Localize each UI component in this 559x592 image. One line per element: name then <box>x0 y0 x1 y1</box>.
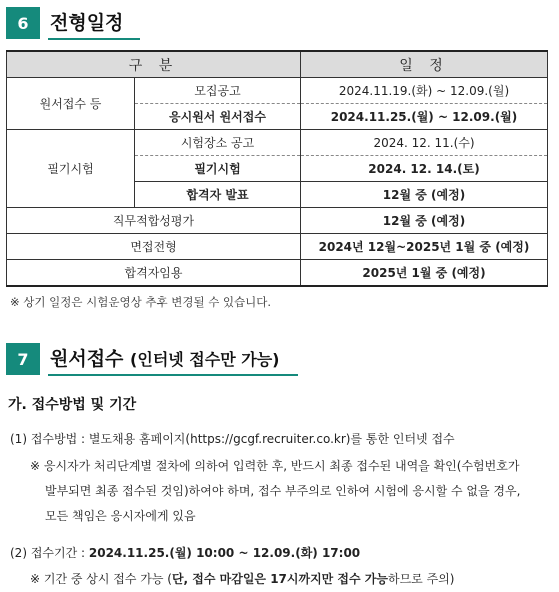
row-item: 합격자 발표 <box>135 182 301 208</box>
header-category: 구 분 <box>7 51 301 78</box>
subsection-heading: 가. 접수방법 및 기간 <box>8 397 137 413</box>
section-6-header <box>6 6 123 40</box>
table-row <box>7 78 548 104</box>
section-number-badge: 6 <box>6 7 40 39</box>
period-note-prefix: ※ 기간 중 상시 접수 가능 ( <box>30 572 172 586</box>
row-date: 2024. 12. 11.(수) <box>301 130 548 156</box>
table-row <box>7 260 548 287</box>
row-item: 필기시험 <box>135 156 301 182</box>
period-note-line <box>30 570 454 587</box>
section-title-subtitle: (인터넷 접수만 가능) <box>130 349 280 369</box>
section-title <box>50 343 279 376</box>
row-item: 모집공고 <box>135 78 301 104</box>
table-header-row <box>7 51 548 78</box>
row-date: 2024년 12월~2025년 1월 중 (예정) <box>301 234 548 260</box>
row-item: 응시원서 원서접수 <box>135 104 301 130</box>
row-item: 합격자임용 <box>7 260 301 287</box>
period-value: 2024.11.25.(월) 10:00 ~ 12.09.(화) 17:00 <box>88 546 361 560</box>
schedule-note: ※ 상기 일정은 시험운영상 추후 변경될 수 있습니다. <box>10 295 272 309</box>
period-note-suffix: 하므로 주의) <box>387 572 455 586</box>
row-date: 12월 중 (예정) <box>301 182 548 208</box>
row-item: 면접전형 <box>7 234 301 260</box>
section-title-main: 원서접수 <box>50 347 124 370</box>
table-row <box>7 234 548 260</box>
row-item: 직무적합성평가 <box>7 208 301 234</box>
method-note-line: ※ 응시자가 처리단계별 절차에 의하여 입력한 후, 반드시 최종 접수된 내역을 확인(수험번호가 <box>30 459 520 473</box>
group-label-written: 필기시험 <box>7 130 135 208</box>
period-label: (2) 접수기간 : <box>10 546 86 560</box>
section-7-header <box>6 342 279 376</box>
schedule-table <box>6 50 548 287</box>
section-title: 전형일정 <box>50 12 124 34</box>
row-item: 시험장소 공고 <box>135 130 301 156</box>
period-line <box>10 544 360 561</box>
method-note-line: 모든 책임은 응시자에게 있음 <box>45 509 196 523</box>
section-title-underline <box>48 374 298 376</box>
method-note-line: 발부되면 최종 접수된 것임)하여야 하며, 접수 부주의로 인하여 시험에 응시할 수 없을 경우, <box>45 484 521 498</box>
row-date: 2025년 1월 중 (예정) <box>301 260 548 287</box>
group-label-application: 원서접수 등 <box>7 78 135 130</box>
row-date: 2024.11.25.(월) ~ 12.09.(월) <box>301 104 548 130</box>
table-row <box>7 208 548 234</box>
row-date: 2024. 12. 14.(토) <box>301 156 548 182</box>
section-number-badge: 7 <box>6 343 40 375</box>
row-date: 2024.11.19.(화) ~ 12.09.(월) <box>301 78 548 104</box>
table-row <box>7 130 548 156</box>
method-line: (1) 접수방법 : 별도채용 홈페이지(https://gcgf.recruiter.co.kr)를 통한 인터넷 접수 <box>10 432 455 446</box>
row-date: 12월 중 (예정) <box>301 208 548 234</box>
period-note-bold: 단, 접수 마감일은 17시까지만 접수 가능 <box>171 572 388 586</box>
header-schedule: 일 정 <box>301 51 548 78</box>
section-title-underline <box>48 38 140 40</box>
